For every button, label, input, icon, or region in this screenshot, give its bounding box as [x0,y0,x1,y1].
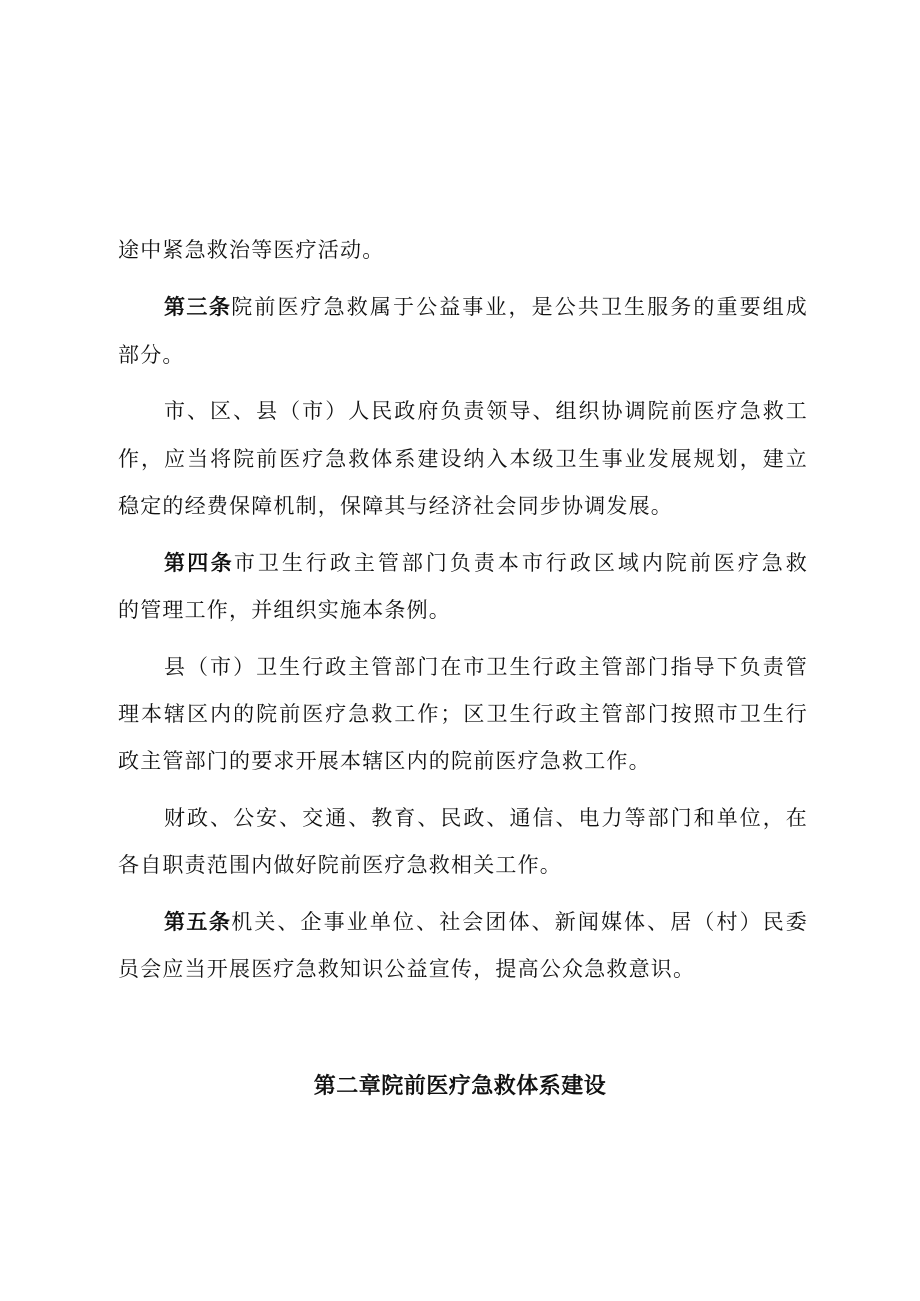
text-line: 理本辖区内的院前医疗急救工作；区卫生行政主管部门按照市卫生行 [118,702,808,726]
text-line: 稳定的经费保障机制，保障其与经济社会同步协调发展。 [118,494,673,518]
article-3-line-1 [164,295,808,319]
article-4-heading: 第四条 [164,551,234,575]
text-line: 部分。 [118,343,185,367]
text-line: 作，应当将院前医疗急救体系建设纳入本级卫生事业发展规划，建立 [118,447,808,471]
article-3-text: 院前医疗急救属于公益事业，是公共卫生服务的重要组成 [231,295,809,319]
article-5-line-1 [164,910,808,934]
text-line: 途中紧急救治等医疗活动。 [118,238,385,262]
text-line: 员会应当开展医疗急救知识公益宣传，提高公众急救意识。 [118,957,696,981]
text-line: 各自职责范围内做好院前医疗急救相关工作。 [118,853,562,877]
text-line: 的管理工作，并组织实施本条例。 [118,598,451,622]
article-4-text: 市卫生行政主管部门负责本市行政区域内院前医疗急救 [233,551,808,575]
article-3-heading: 第三条 [164,295,232,319]
text-line: 政主管部门的要求开展本辖区内的院前医疗急救工作。 [118,749,651,773]
text-line: 财政、公安、交通、教育、民政、通信、电力等部门和单位，在 [164,806,808,830]
chapter-title: 第二章院前医疗急救体系建设 [313,1074,607,1099]
article-5-text: 机关、企事业单位、社会团体、新闻媒体、居（村）民委 [231,910,809,934]
article-4-line-1 [164,551,808,575]
text-line: 县（市）卫生行政主管部门在市卫生行政主管部门指导下负责管 [164,655,808,679]
text-line: 市、区、县（市）人民政府负责领导、组织协调院前医疗急救工 [164,399,808,423]
article-5-heading: 第五条 [164,910,232,934]
